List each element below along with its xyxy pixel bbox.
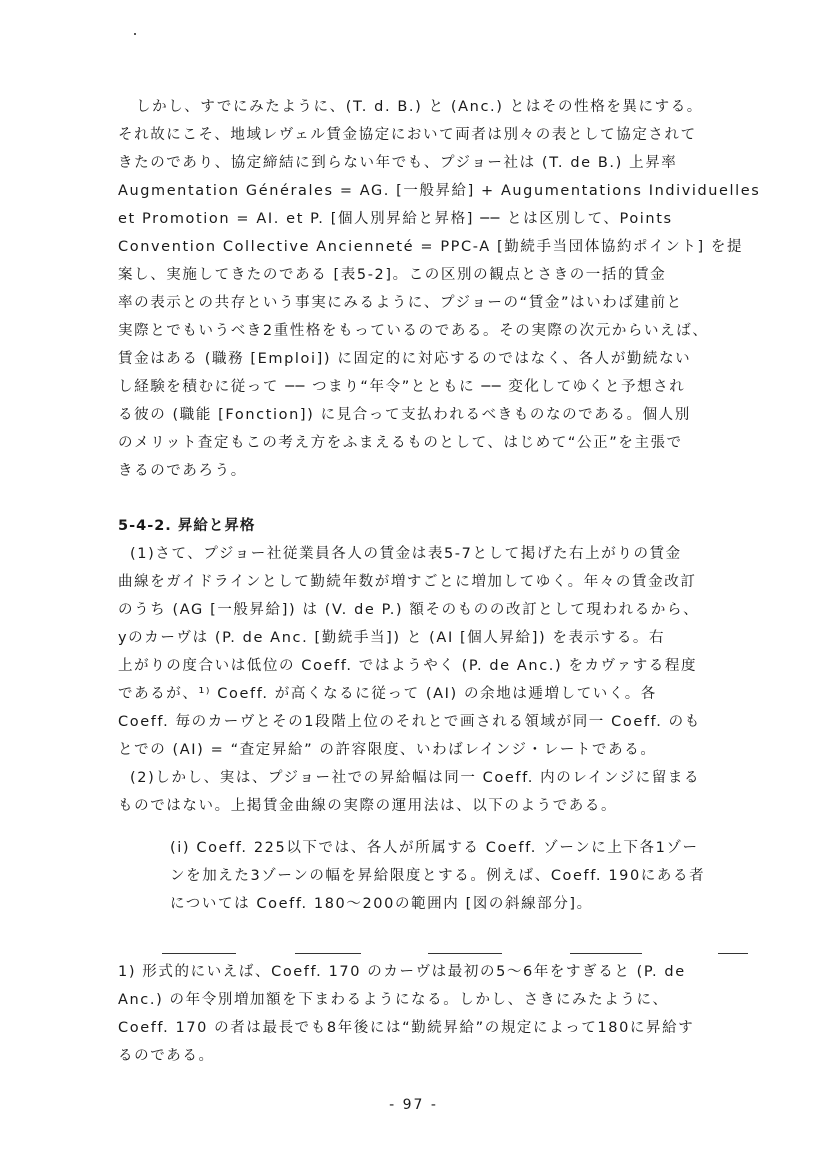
paragraph-1-line-9: 実際とでもいうべき2重性格をもっているのである。その実際の次元からいえば、 — [118, 323, 709, 339]
paragraph-1-line-4: Augmentation Générales = AG. [一般昇給] + Augumentations Individuelles — [118, 183, 761, 199]
paragraph-1-line-8: 率の表示との共存という事実にみるように、プジョーの“賃金”はいわば建前と — [118, 295, 683, 311]
page-number: - 97 - — [389, 1097, 438, 1113]
paragraph-2-line-7: Coeff. 毎のカーヴとその1段階上位のそれとで画される領域が同一 Coeff. のも — [118, 714, 701, 730]
footnote-line-3: Coeff. 170 の者は最長でも8年後には“勤続昇給”の規定によって180に昇給す — [118, 1020, 695, 1036]
indented-item-line-1: (i) Coeff. 225以下では、各人が所属する Coeff. ゾーンに上下各1ゾー — [170, 840, 699, 856]
paragraph-1-line-14: きるのであろう。 — [118, 463, 247, 479]
paragraph-1-line-11: し経験を積むに従って ── つまり“年令”とともに ── 変化してゆくと予想され — [118, 379, 686, 395]
section-heading: 5-4-2. 昇給と昇格 — [118, 518, 256, 534]
paragraph-1-line-7: 案し、実施してきたのである [表5-2]。この区別の観点とさきの一括的賃金 — [118, 267, 667, 283]
footnote-rule-segment — [428, 953, 502, 954]
paragraph-2-line-6: であるが、¹⁾ Coeff. が高くなるに従って (AI) の余地は逓増していく。各 — [118, 686, 657, 702]
paragraph-1-line-6: Convention Collective Ancienneté = PPC-A [勤続手当団体協約ポイント] を提 — [118, 239, 744, 255]
footnote-rule-segment — [162, 953, 236, 954]
paragraph-1-line-13: のメリット査定もこの考え方をふまえるものとして、はじめて“公正”を主張で — [118, 435, 683, 451]
paragraph-1-line-3: きたのであり、協定締結に到らない年でも、プジョー社は (T. de B.) 上昇率 — [118, 155, 678, 171]
paragraph-2-line-1: (1)さて、プジョー社従業員各人の賃金は表5-7として掲げた右上がりの賃金 — [130, 546, 682, 562]
paragraph-2-line-10: ものではない。上掲賃金曲線の実際の運用法は、以下のようである。 — [118, 798, 618, 814]
indented-item-line-3: については Coeff. 180～200の範囲内 [図の斜線部分]。 — [170, 896, 593, 912]
footnote-line-1: 1) 形式的にいえば、Coeff. 170 のカーヴは最初の5～6年をすぎると (P. de — [118, 964, 686, 980]
paragraph-1-line-12: る彼の (職能 [Fonction]) に見合って支払われるべきものなのである。個人別 — [118, 407, 691, 423]
paragraph-2-line-2: 曲線をガイドラインとして勤続年数が増すごとに増加してゆく。年々の賃金改訂 — [118, 574, 697, 590]
paragraph-1-line-1: しかし、すでにみたように、(T. d. B.) と (Anc.) とはその性格を異にする。 — [136, 99, 703, 115]
indented-item-line-2: ンを加えた3ゾーンの幅を昇給限度とする。例えば、Coeff. 190にある者 — [170, 868, 706, 884]
footnote-rule-segment — [570, 953, 642, 954]
footnote-rule-segment — [295, 953, 361, 954]
paragraph-1-line-5: et Promotion = AI. et P. [個人別昇給と昇格] ── とは区別して、Points — [118, 211, 673, 227]
footnote-line-2: Anc.) の年令別増加額を下まわるようになる。しかし、さきにみたように、 — [118, 992, 669, 1008]
paragraph-2-line-8: とでの (AI) = “査定昇給” の許容限度、いわばレインジ・レートである。 — [118, 742, 657, 758]
footnote-line-4: るのである。 — [118, 1048, 215, 1064]
paragraph-2-line-5: 上がりの度合いは低位の Coeff. ではようやく (P. de Anc.) をカヴァする程度 — [118, 658, 698, 674]
scan-speck — [134, 33, 136, 35]
paragraph-1-line-2: それ故にこそ、地域レヴェル賃金協定において両者は別々の表として協定されて — [118, 127, 697, 143]
paragraph-2-line-3: のうち (AG [一般昇給]) は (V. de P.) 額そのものの改訂として現われるから、 — [118, 602, 700, 618]
paragraph-1-line-10: 賃金はある (職務 [Emploi]) に固定的に対応するのではなく、各人が勤続ない — [118, 351, 692, 367]
paragraph-2-line-9: (2)しかし、実は、プジョー社での昇給幅は同一 Coeff. 内のレインジに留まる — [130, 770, 701, 786]
paragraph-2-line-4: yのカーヴは (P. de Anc. [勤続手当]) と (AI [個人昇給]) を表示する。右 — [118, 630, 666, 646]
footnote-rule-segment — [718, 953, 748, 954]
